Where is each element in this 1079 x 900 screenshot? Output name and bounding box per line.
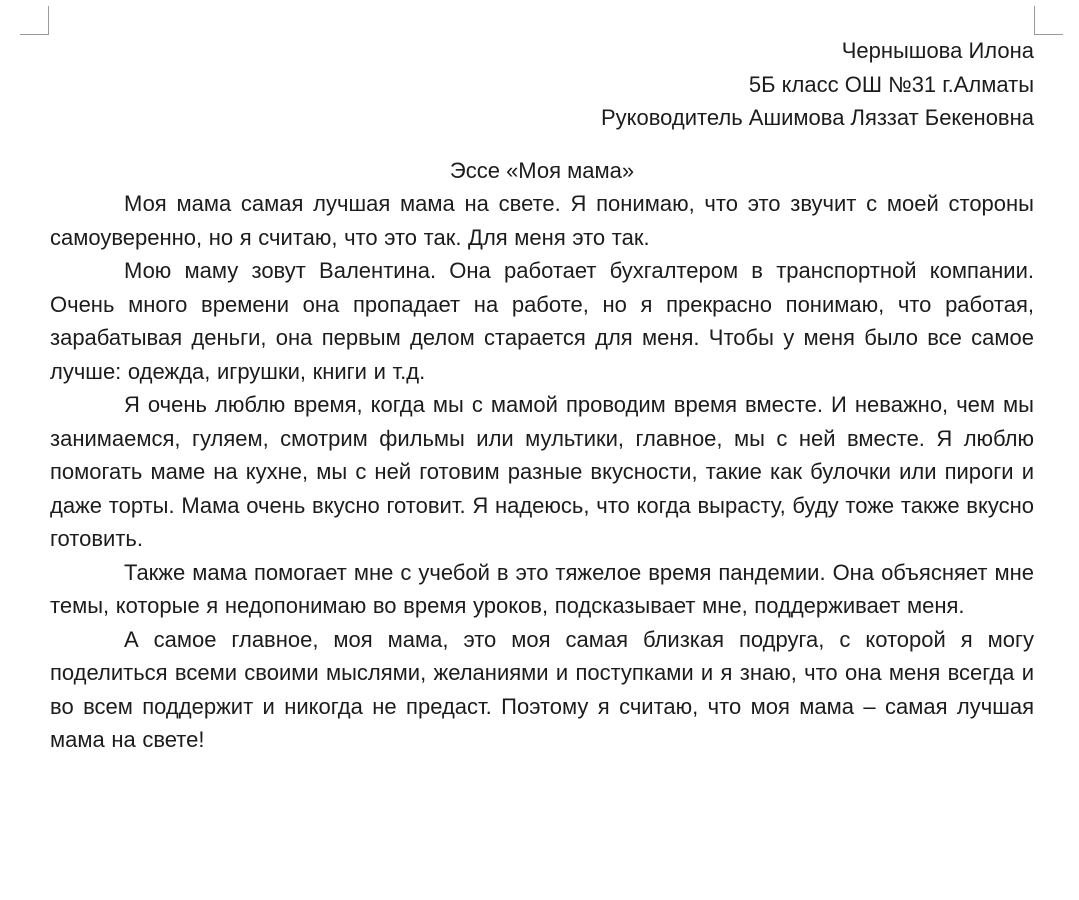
paragraph-1: Моя мама самая лучшая мама на свете. Я понимаю, что это звучит с моей стороны самоуверенно, но я считаю, что это так. Для меня это так. <box>50 191 1034 250</box>
paragraph-2: Мою маму зовут Валентина. Она работает бухгалтером в транспортной компании. Очень много времени она пропадает на работе, но я прекрасно понимаю, что работая, зарабатывая деньги, она первым делом старается для меня. Чтобы у меня было все самое лучше: одежда, игрушки, книги и т.д. <box>50 258 1034 384</box>
author-name: Чернышова Илона <box>841 38 1034 63</box>
document-body[interactable] <box>50 34 1034 757</box>
essay-title: Эссе «Моя мама» <box>449 157 635 183</box>
paragraph-5: А самое главное, моя мама, это моя самая близкая подруга, с которой я могу поделиться всеми своими мыслями, желаниями и поступками и я знаю, что она меня всегда и во всем поддержит и никогда не предаст. Поэтому я считаю, что моя мама – самая лучшая мама на свете! <box>50 626 1034 752</box>
header-block <box>50 34 1034 135</box>
supervisor: Руководитель Ашимова Ляззат Бекеновна <box>600 105 1034 130</box>
paragraph-4: Также мама помогает мне с учебой в это тяжелое время пандемии. Она объясняет мне темы, которые я недопонимаю во время уроков, подсказывает мне, поддерживает меня. <box>50 559 1034 618</box>
class-school: 5Б класс ОШ №31 г.Алматы <box>748 71 1034 97</box>
paragraph-3: Я очень люблю время, когда мы с мамой проводим время вместе. И неважно, чем мы занимаемся, гуляем, смотрим фильмы или мультики, главное, мы с ней вместе. Я люблю помогать маме на кухне, мы с ней готовим разные вкусности, такие как булочки или пироги и даже торты. Мама очень вкусно готовит. Я надеюсь, что когда вырасту, буду тоже также вкусно готовить. <box>50 392 1034 551</box>
page-corner-mark-top-left <box>20 6 49 35</box>
page-corner-mark-top-right <box>1034 6 1063 35</box>
